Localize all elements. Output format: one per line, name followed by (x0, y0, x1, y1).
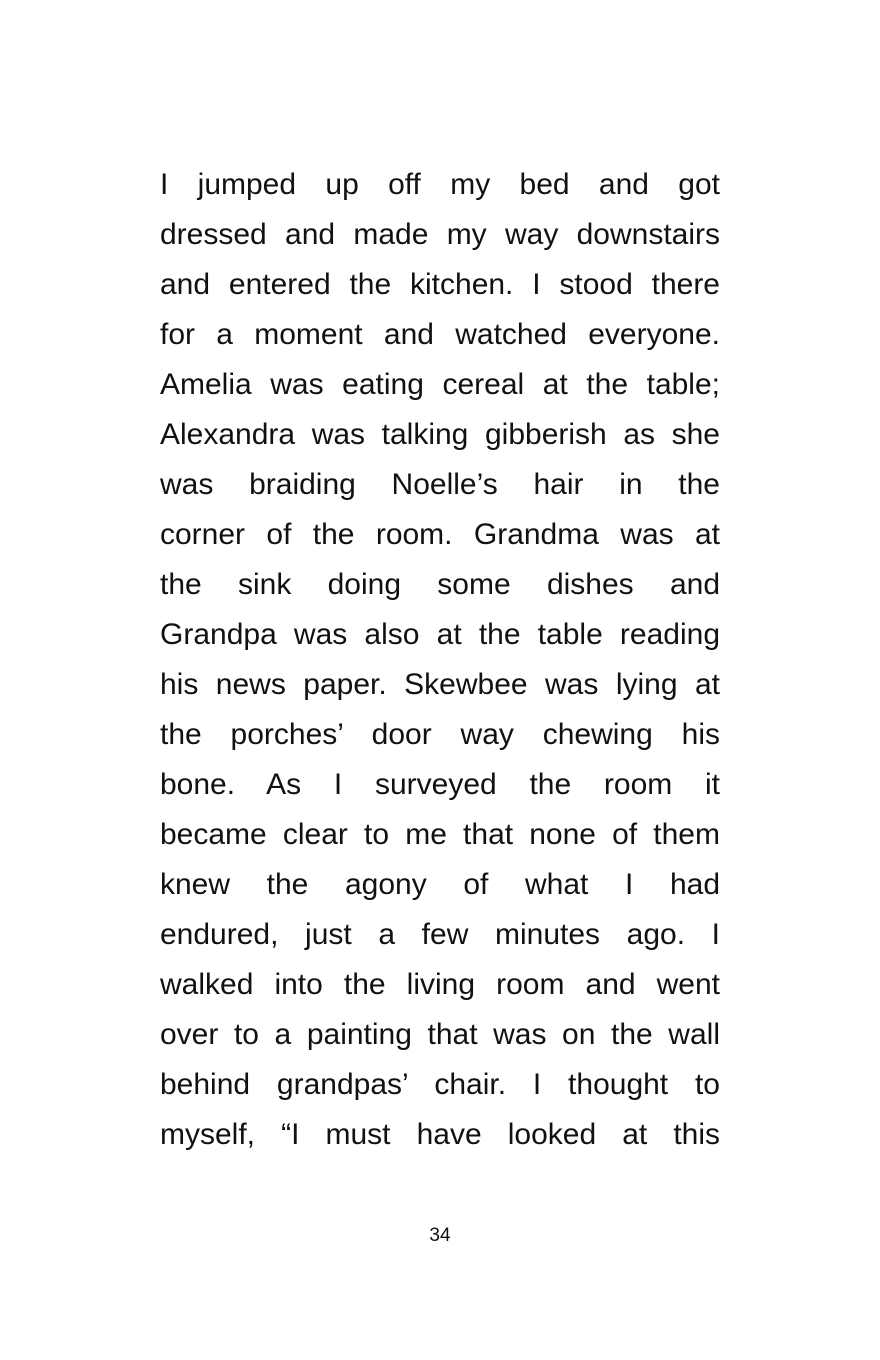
text-line: I jumped up off my bed and got (160, 168, 720, 201)
text-line: endured, just a few minutes ago. I (160, 918, 720, 951)
text-line: and entered the kitchen. I stood there (160, 268, 720, 301)
text-line: became clear to me that none of them (160, 818, 720, 851)
text-line: myself, “I must have looked at this (160, 1118, 720, 1151)
text-line: was braiding Noelle’s hair in the (160, 468, 720, 501)
text-line: Alexandra was talking gibberish as she (160, 418, 720, 451)
text-line: the sink doing some dishes and (160, 568, 720, 601)
text-line: over to a painting that was on the wall (160, 1018, 720, 1051)
text-line: his news paper. Skewbee was lying at (160, 668, 720, 701)
text-line: behind grandpas’ chair. I thought to (160, 1068, 720, 1101)
text-line: corner of the room. Grandma was at (160, 518, 720, 551)
text-line: Grandpa was also at the table reading (160, 618, 720, 651)
text-line: for a moment and watched everyone. (160, 318, 720, 351)
text-line: dressed and made my way downstairs (160, 218, 720, 251)
page-number: 34 (429, 1225, 451, 1246)
text-line: walked into the living room and went (160, 968, 720, 1001)
body-text (160, 160, 720, 1160)
text-line: Amelia was eating cereal at the table; (160, 368, 720, 401)
text-line: bone. As I surveyed the room it (160, 768, 720, 801)
text-line: the porches’ door way chewing his (160, 718, 720, 751)
text-line: knew the agony of what I had (160, 868, 720, 901)
